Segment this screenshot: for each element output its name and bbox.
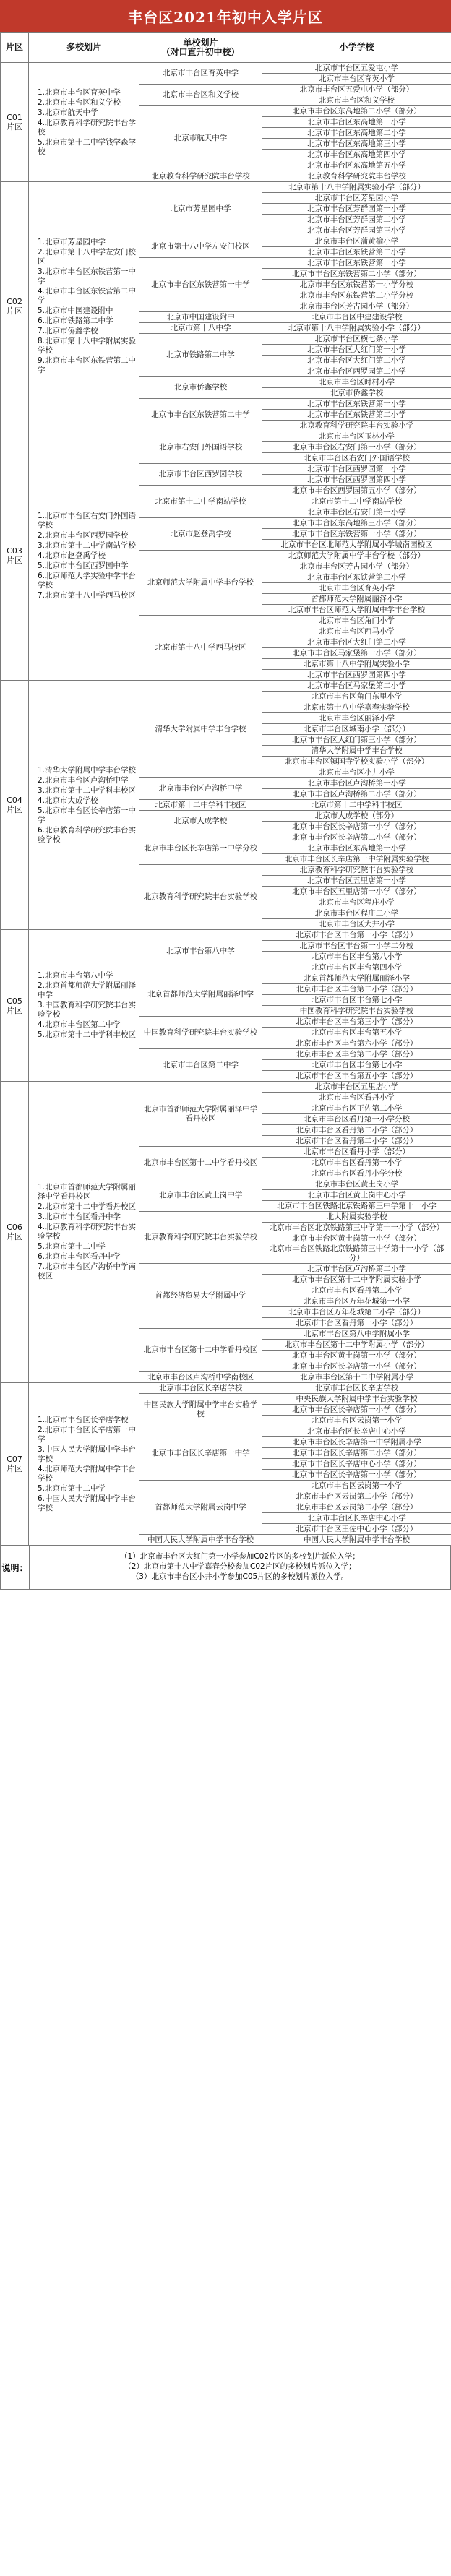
- district-cell: C01片区: [1, 63, 29, 182]
- primary-school-cell: 北京市丰台区丽泽小学: [262, 713, 451, 724]
- primary-school-cell: 北京市丰台区西罗园第四小学: [262, 670, 451, 681]
- primary-school-cell: 北京市丰台区马家堡第一小学（部分）: [262, 648, 451, 659]
- header-middle: [139, 33, 262, 63]
- primary-school-cell: 北京市丰台区万年花城第一小学: [262, 1296, 451, 1307]
- zone-school: 2.北京市丰台区卢沟桥中学: [38, 775, 129, 785]
- primary-school-cell: 北京市丰台区西罗园第二小学: [262, 366, 451, 377]
- primary-school-cell: 北京市丰台区西罗园第四小学: [262, 475, 451, 486]
- district-cell: C07片区: [1, 1383, 29, 1546]
- zone-school: 6.北京市丰台区看丹中学: [38, 1252, 121, 1261]
- primary-school-cell: 北京市丰台区东高地第二小学: [262, 128, 451, 139]
- middle-school-cell: 北京市航天中学: [139, 106, 262, 171]
- zone-school: 6.北京教育科学研究院丰台实验学校: [38, 825, 137, 844]
- primary-school-cell: 北大附属实验学校: [262, 1212, 451, 1223]
- primary-school-cell: 北京市丰台区第十二中学附属实验小学: [262, 1275, 451, 1285]
- primary-school-cell: 北京市丰台区第八中学附属小学: [262, 1329, 451, 1340]
- zone-school: 3.北京市丰台区东铁营第一中学: [38, 267, 137, 285]
- primary-school-cell: 北京市丰台区丰台第一小学（部分）: [262, 930, 451, 941]
- zone-school: 4.北京市丰台区东铁营第二中学: [38, 287, 137, 305]
- primary-school-cell: 北京市丰台区东铁营第一小学（部分）: [262, 529, 451, 540]
- primary-school-cell: 北京市第十八中学嘉春实验学校: [262, 702, 451, 713]
- primary-school-cell: 北京市丰台区看丹小学（部分）: [262, 1147, 451, 1158]
- primary-school-cell: 北京市丰台区云岗第二小学（部分）: [262, 1491, 451, 1502]
- middle-school-cell: 北京市赵登禹学校: [139, 518, 262, 551]
- zone-cell: [29, 681, 139, 930]
- primary-school-cell: 北京市丰台区铁路北京铁路第三中学第十一小学（部分）: [262, 1244, 451, 1264]
- primary-school-cell: 北京市丰台区卢沟桥第一小学: [262, 778, 451, 789]
- zone-school: 3.北京市航天中学: [38, 108, 98, 117]
- middle-school-cell: 北京教育科学研究院丰台学校: [139, 171, 262, 182]
- primary-school-cell: 北京市丰台区丰台第一小学二分校: [262, 941, 451, 952]
- primary-school-cell: 北京市丰台区大红门第二小学: [262, 637, 451, 648]
- middle-school-cell: 北京市第十八中学左安门校区: [139, 236, 262, 258]
- primary-school-cell: 北京市丰台区芳群园第三小学: [262, 225, 451, 236]
- primary-school-cell: 北京市丰台区和义学校: [262, 95, 451, 106]
- primary-school-cell: 北京市侨鑫学校: [262, 388, 451, 399]
- zone-school: 3.北京市丰台区看丹中学: [38, 1212, 121, 1221]
- zone-cell: [29, 63, 139, 182]
- primary-school-cell: 北京市丰台区程庄二小学: [262, 908, 451, 919]
- primary-school-cell: 北京市丰台区长辛店学校: [262, 1383, 451, 1394]
- primary-school-cell: 北京市丰台区育英小学: [262, 583, 451, 594]
- zone-school: 4.北京市赵登禹学校: [38, 551, 106, 560]
- middle-school-cell: 北京教育科学研究院丰台实验学校: [139, 1212, 262, 1264]
- table-row: [1, 681, 451, 692]
- primary-school-cell: 北京市丰台区育英小学: [262, 74, 451, 85]
- primary-school-cell: 北京市丰台区芳群园第一小学: [262, 204, 451, 215]
- primary-school-cell: 中国人民大学附属中学丰台学校: [262, 1535, 451, 1546]
- primary-school-cell: 北京市丰台区大井小学: [262, 919, 451, 930]
- header-district: 片区: [1, 33, 29, 63]
- zone-school: 3.中国教育科学研究院丰台实验学校: [38, 1001, 137, 1019]
- primary-school-cell: 北京首都师范大学附属丽泽小学: [262, 973, 451, 984]
- zone-school: 2.北京市丰台区西罗园学校: [38, 530, 129, 540]
- primary-school-cell: 北京市丰台区东铁营第二小学: [262, 247, 451, 258]
- middle-school-cell: 北京市第十八中学: [139, 323, 262, 334]
- primary-school-cell: 北京市丰台区丰台第八小学: [262, 952, 451, 962]
- zone-school: 2.北京市丰台区和义学校: [38, 98, 121, 107]
- primary-school-cell: 北京市丰台区卢沟桥第二小学（部分）: [262, 789, 451, 800]
- table-body: [1, 63, 451, 1546]
- primary-school-cell: 北京市丰台区黄土岗小学: [262, 1179, 451, 1190]
- zone-school: 7.北京市第十八中学西马校区: [38, 590, 137, 600]
- primary-school-cell: 北京市丰台区长辛店第一小学（部分）: [262, 1470, 451, 1481]
- primary-school-cell: 北京市丰台区长辛店第一中学附属实验学校: [262, 854, 451, 865]
- primary-school-cell: 北京市丰台区西罗园第五小学（部分）: [262, 486, 451, 496]
- zone-school: 5.北京市第十二中学科丰校区: [38, 1030, 137, 1039]
- header-middle-line1: 单校划片: [183, 37, 218, 48]
- primary-school-cell: 北京市丰台区角门东里小学: [262, 692, 451, 702]
- zone-school: 6.北京师范大学实验中学丰台学校: [38, 571, 137, 590]
- primary-school-cell: 北京市丰台区云岗第一小学: [262, 1416, 451, 1426]
- primary-school-cell: 北京市丰台区看丹小学分校: [262, 1168, 451, 1179]
- middle-school-cell: 北京市大成学校: [139, 811, 262, 832]
- primary-school-cell: 北京市丰台区东铁营第二小学: [262, 572, 451, 583]
- primary-school-cell: 北京市丰台区长辛店中心小学: [262, 1513, 451, 1524]
- primary-school-cell: 中央民族大学附属中学丰台实验学校: [262, 1394, 451, 1405]
- zone-school: 1.北京市首都师范大学附属丽泽中学看丹校区: [38, 1183, 137, 1201]
- primary-school-cell: 北京市第十八中学附属实验小学（部分）: [262, 182, 451, 193]
- note-line: （2）北京市第十八中学嘉春分校参加C02片区的多校划片派位入学；: [124, 1562, 356, 1571]
- primary-school-cell: 北京市丰台区丰台第七小学: [262, 1060, 451, 1071]
- enrollment-table: [0, 32, 451, 1546]
- zone-school: 9.北京市丰台区东铁营第二中学: [38, 356, 137, 374]
- primary-school-cell: 北京市第十八中学附属实验小学: [262, 659, 451, 670]
- middle-school-cell: 中国人民大学附属中学丰台学校: [139, 1535, 262, 1546]
- zone-school: 2.北京市丰台区长辛店第一中学: [38, 1425, 137, 1444]
- header-row: [1, 33, 451, 63]
- middle-school-cell: 北京市第十八中学西马校区: [139, 616, 262, 681]
- primary-school-cell: 北京市丰台区西马小学: [262, 626, 451, 637]
- zone-school: 2.北京市第十八中学左安门校区: [38, 248, 137, 266]
- primary-school-cell: 北京市丰台区东高地第四小学: [262, 150, 451, 160]
- table-row: [1, 63, 451, 74]
- notes-section: [0, 1546, 451, 1590]
- primary-school-cell: 首都师范大学附属丽泽小学: [262, 594, 451, 605]
- middle-school-cell: 北京市铁路第二中学: [139, 334, 262, 377]
- middle-school-cell: 北京市丰台区东铁营第一中学: [139, 258, 262, 312]
- primary-school-cell: 北京市丰台区第十二中学附属小学（部分）: [262, 1340, 451, 1351]
- primary-school-cell: 北京市丰台区东铁营第一小学分校: [262, 280, 451, 290]
- zone-cell: [29, 1082, 139, 1383]
- zone-school: 4.北京市大成学校: [38, 796, 98, 805]
- primary-school-cell: 北京市丰台区看丹第一小学分校: [262, 1114, 451, 1125]
- primary-school-cell: 北京市丰台区东高地第三小学（部分）: [262, 518, 451, 529]
- primary-school-cell: 北京市丰台区大红门第二小学: [262, 356, 451, 366]
- primary-school-cell: 北京市丰台区王佐中心小学（部分）: [262, 1524, 451, 1535]
- middle-school-cell: 北京教育科学研究院丰台实验学校: [139, 865, 262, 930]
- primary-school-cell: 北京市丰台区芳古园小学（部分）: [262, 561, 451, 572]
- primary-school-cell: 北京市丰台区东高地第三小学: [262, 139, 451, 150]
- primary-school-cell: 北京市丰台区黄土岗第一小学（部分）: [262, 1233, 451, 1244]
- primary-school-cell: 北京市丰台区城南小学（部分）: [262, 724, 451, 735]
- middle-school-cell: 北京市丰台区第十二中学看丹校区: [139, 1329, 262, 1372]
- primary-school-cell: 北京市第十二中学南站学校: [262, 496, 451, 507]
- middle-school-cell: 北京市丰台区长辛店第一中学分校: [139, 832, 262, 865]
- zone-cell: [29, 431, 139, 681]
- middle-school-cell: 北京首都师范大学附属丽泽中学: [139, 973, 262, 1017]
- table-row: [1, 431, 451, 442]
- middle-school-cell: 北京市丰台区第二中学: [139, 1049, 262, 1082]
- primary-school-cell: 北京市丰台区镇国寺学校实验小学（部分）: [262, 757, 451, 767]
- middle-school-cell: 北京市丰台区第十二中学看丹校区: [139, 1147, 262, 1179]
- note-line: （3）北京市丰台区小井小学参加C05片区的多校划片派位入学。: [131, 1572, 349, 1581]
- middle-school-cell: 清华大学附属中学丰台学校: [139, 681, 262, 778]
- district-cell: C02片区: [1, 182, 29, 431]
- middle-school-cell: 北京市丰台第八中学: [139, 930, 262, 973]
- middle-school-cell: 北京市丰台区和义学校: [139, 85, 262, 106]
- zone-school: 8.北京市第十八中学附属实验学校: [38, 337, 137, 355]
- primary-school-cell: 北京市丰台区王佐第二小学: [262, 1103, 451, 1114]
- table-row: [1, 930, 451, 941]
- primary-school-cell: 北京市丰台区东高地第二小学（部分）: [262, 106, 451, 117]
- primary-school-cell: 北京市丰台区东高地第五小学: [262, 160, 451, 171]
- district-cell: C04片区: [1, 681, 29, 930]
- zone-school: 7.北京市侨鑫学校: [38, 327, 98, 335]
- middle-school-cell: 北京市芳星园中学: [139, 182, 262, 236]
- primary-school-cell: 北京市丰台区第十二中学附属小学: [262, 1372, 451, 1383]
- primary-school-cell: 北京市丰台区看丹第二小学（部分）: [262, 1125, 451, 1136]
- zone-school: 2.北京市第十二中学看丹校区: [38, 1202, 137, 1211]
- middle-school-cell: 首都师范大学附属云岗中学: [139, 1481, 262, 1535]
- zone-school: 3.北京市第十二中学科丰校区: [38, 785, 137, 795]
- middle-school-cell: 北京市丰台区卢沟桥中学: [139, 778, 262, 800]
- primary-school-cell: 北京市丰台区云岗第二小学（部分）: [262, 1502, 451, 1513]
- primary-school-cell: 北京市丰台区五爱屯小学: [262, 63, 451, 74]
- middle-school-cell: 北京市丰台区东铁营第二中学: [139, 399, 262, 431]
- middle-school-cell: 北京市丰台区西罗园学校: [139, 464, 262, 486]
- primary-school-cell: 北京市丰台区马家堡第二小学: [262, 681, 451, 692]
- table-row: [1, 182, 451, 193]
- primary-school-cell: 北京市丰台区北师范大学附属小学城南园校区: [262, 540, 451, 551]
- zone-school: 7.北京市丰台区卢沟桥中学南校区: [38, 1262, 137, 1280]
- primary-school-cell: 北京市丰台区长辛店第一小学（部分）: [262, 1361, 451, 1372]
- primary-school-cell: 北京市丰台区丰台第二小学（部分）: [262, 1049, 451, 1060]
- primary-school-cell: 北京市丰台区云岗第一小学: [262, 1481, 451, 1491]
- middle-school-cell: 北京师范大学附属中学丰台学校: [139, 551, 262, 616]
- primary-school-cell: 北京市丰台区芳古园小学（部分）: [262, 301, 451, 312]
- primary-school-cell: 北京市丰台区蒲黄榆小学: [262, 236, 451, 247]
- primary-school-cell: 北京市丰台区北京铁路第三中学第十一小学（部分）: [262, 1223, 451, 1233]
- zone-school: 5.北京市中国建设附中: [38, 306, 113, 315]
- primary-school-cell: 北京市丰台区长辛店第一小学（部分）: [262, 822, 451, 832]
- middle-school-cell: 北京市丰台区长辛店第一中学: [139, 1426, 262, 1481]
- primary-school-cell: 北京市丰台区角门小学: [262, 616, 451, 626]
- zone-school: 4.北京教育科学研究院丰台实验学校: [38, 1223, 137, 1241]
- zone-school: 5.北京市丰台区长辛店第一中学: [38, 806, 137, 824]
- zone-school: 5.北京市第十二中学钱学森学校: [38, 137, 137, 156]
- primary-school-cell: 北京市丰台区黄土岗第一小学（部分）: [262, 1351, 451, 1361]
- header-middle-line2: （对口直升初中校）: [161, 46, 240, 57]
- primary-school-cell: 北京市丰台区丰台第三小学（部分）: [262, 1017, 451, 1028]
- zone-cell: [29, 930, 139, 1082]
- primary-school-cell: 北京市丰台区东高地第一小学: [262, 117, 451, 128]
- primary-school-cell: 北京市丰台区大红门第三小学（部分）: [262, 735, 451, 746]
- primary-school-cell: 北京市丰台区五里店小学: [262, 1082, 451, 1093]
- primary-school-cell: 北京市丰台区丰台第七小学: [262, 995, 451, 1006]
- primary-school-cell: 北京市丰台区丰台第五小学（部分）: [262, 1071, 451, 1082]
- primary-school-cell: 北京市丰台区中建建设学校: [262, 312, 451, 323]
- zone-school: 6.中国人民大学附属中学丰台学校: [38, 1494, 137, 1512]
- notes-label: 说明：: [1, 1546, 30, 1589]
- primary-school-cell: 北京市第十二中学科丰校区: [262, 800, 451, 811]
- table-row: [1, 1082, 451, 1093]
- primary-school-cell: 北京教育科学研究院丰台学校: [262, 171, 451, 182]
- primary-school-cell: 北京市丰台区长辛店第一小学（部分）: [262, 1405, 451, 1416]
- header-primary: 小学学校: [262, 33, 451, 63]
- middle-school-cell: 中国教育科学研究院丰台实验学校: [139, 1017, 262, 1049]
- primary-school-cell: 北京市丰台区东铁营第二小学: [262, 410, 451, 421]
- middle-school-cell: 北京市第十二中学南站学校: [139, 486, 262, 518]
- table-row: [1, 1383, 451, 1394]
- zone-school: 6.北京市铁路第二中学: [38, 316, 113, 325]
- primary-school-cell: 北京市丰台区时村小学: [262, 377, 451, 388]
- zone-school: 2.北京首都师范大学附属丽泽中学: [38, 981, 137, 999]
- primary-school-cell: 北京市丰台区长辛店第二小学（部分）: [262, 1448, 451, 1459]
- zone-school: 4.北京市丰台区第二中学: [38, 1020, 121, 1029]
- primary-school-cell: 北京市丰台区玉林小学: [262, 431, 451, 442]
- primary-school-cell: 北京市大成学校（部分）: [262, 811, 451, 822]
- note-line: （1）北京市丰台区大红门第一小学参加C02片区的多校划片派位入学；: [120, 1552, 360, 1561]
- district-cell: C06片区: [1, 1082, 29, 1383]
- primary-school-cell: 北京市丰台区五里店第一小学（部分）: [262, 887, 451, 897]
- primary-school-cell: 北京市丰台区程庄小学: [262, 897, 451, 908]
- zone-cell: [29, 1383, 139, 1546]
- middle-school-cell: 北京市第十二中学科丰校区: [139, 800, 262, 811]
- primary-school-cell: 北京市丰台区丰台第五小学: [262, 1028, 451, 1038]
- zone-school: 5.北京市丰台区西罗园中学: [38, 561, 129, 570]
- zone-school: 5.北京市第十二中学: [38, 1483, 106, 1493]
- primary-school-cell: 北京市丰台区右安门第一小学（部分）: [262, 442, 451, 453]
- primary-school-cell: 北京市丰台区大红门第一小学: [262, 345, 451, 356]
- primary-school-cell: 北京市丰台区小井小学: [262, 767, 451, 778]
- middle-school-cell: 北京市右安门外国语学校: [139, 431, 262, 464]
- primary-school-cell: 北京市丰台区长辛店中心小学（部分）: [262, 1459, 451, 1470]
- middle-school-cell: 首都经济贸易大学附属中学: [139, 1264, 262, 1329]
- primary-school-cell: 北京市丰台区看丹第二小学: [262, 1285, 451, 1296]
- primary-school-cell: 北京市丰台区西罗园第一小学: [262, 464, 451, 475]
- primary-school-cell: 北京市丰台区卢沟桥第二小学: [262, 1264, 451, 1275]
- primary-school-cell: 北京市丰台区看丹第二小学（部分）: [262, 1136, 451, 1147]
- zone-school: 3.北京市第十二中学南站学校: [38, 540, 137, 550]
- zone-school: 4.北京教育科学研究院丰台学校: [38, 118, 137, 137]
- primary-school-cell: 北京市丰台区芳星园小学: [262, 193, 451, 204]
- primary-school-cell: 北京市丰台区长辛店第一中学附属小学: [262, 1437, 451, 1448]
- middle-school-cell: 北京市中国建设附中: [139, 312, 262, 323]
- primary-school-cell: 北京市丰台区五里店第一小学: [262, 876, 451, 887]
- primary-school-cell: 北京市丰台区东铁营第一小学: [262, 258, 451, 269]
- zone-cell: [29, 182, 139, 431]
- middle-school-cell: 北京市侨鑫学校: [139, 377, 262, 399]
- primary-school-cell: 北京市丰台区看丹第一小学: [262, 1158, 451, 1168]
- primary-school-cell: 北京市丰台区丰台第四小学: [262, 962, 451, 973]
- primary-school-cell: 北京教育科学研究院丰台实验小学: [262, 421, 451, 431]
- primary-school-cell: 北京市丰台区右安门外国语学校: [262, 453, 451, 464]
- primary-school-cell: 北京市丰台区看丹第一小学（部分）: [262, 1318, 451, 1329]
- primary-school-cell: 北京市丰台区长辛店中心小学: [262, 1426, 451, 1437]
- primary-school-cell: 北京市丰台区万年花城第二小学（部分）: [262, 1307, 451, 1318]
- zone-school: 1.北京市丰台区育英中学: [38, 87, 121, 97]
- header-zone: 多校划片: [29, 33, 139, 63]
- primary-school-cell: 北京市丰台区东铁营第二小学（部分）: [262, 269, 451, 280]
- primary-school-cell: 北京市丰台区东铁营第一小学: [262, 399, 451, 410]
- primary-school-cell: 北京教育科学研究院丰台实验学校: [262, 865, 451, 876]
- zone-school: 1.北京市丰台区长辛店学校: [38, 1415, 129, 1424]
- primary-school-cell: 北京市丰台区铁路北京铁路第三中学第十一小学: [262, 1201, 451, 1212]
- primary-school-cell: 北京市丰台区丰台第六小学（部分）: [262, 1038, 451, 1049]
- district-cell: C05片区: [1, 930, 29, 1082]
- zone-school: 1.北京市丰台区右安门外国语学校: [38, 511, 137, 530]
- page-title: 丰台区2021年初中入学片区: [0, 0, 451, 32]
- zone-school: 1.清华大学附属中学丰台学校: [38, 765, 137, 775]
- primary-school-cell: 北京师范大学附属中学丰台学校（部分）: [262, 551, 451, 561]
- zone-school: 1.北京市芳星园中学: [38, 238, 106, 246]
- primary-school-cell: 中国教育科学研究院丰台实验学校: [262, 1006, 451, 1017]
- zone-school: 4.北京师范大学附属中学丰台学校: [38, 1464, 137, 1483]
- middle-school-cell: 北京市丰台区育英中学: [139, 63, 262, 85]
- middle-school-cell: 中国民族大学附属中学丰台实验学校: [139, 1394, 262, 1426]
- middle-school-cell: 北京市丰台区卢沟桥中学南校区: [139, 1372, 262, 1383]
- primary-school-cell: 清华大学附属中学丰台学校: [262, 746, 451, 757]
- zone-school: 1.北京市丰台第八中学: [38, 971, 113, 980]
- primary-school-cell: 北京市丰台区东高地第一小学: [262, 843, 451, 854]
- middle-school-cell: 北京市丰台区长辛店学校: [139, 1383, 262, 1394]
- primary-school-cell: 北京市第十八中学附属实验小学（部分）: [262, 323, 451, 334]
- district-cell: C03片区: [1, 431, 29, 681]
- primary-school-cell: 北京市丰台区长辛店第二小学（部分）: [262, 832, 451, 843]
- primary-school-cell: 北京市丰台区横七条小学: [262, 334, 451, 345]
- middle-school-cell: 北京市丰台区黄土岗中学: [139, 1179, 262, 1212]
- zone-school: 3.中国人民大学附属中学丰台学校: [38, 1444, 137, 1463]
- primary-school-cell: 北京市丰台区芳群园第二小学: [262, 215, 451, 225]
- primary-school-cell: 北京市丰台区师范大学附属中学丰台学校: [262, 605, 451, 616]
- primary-school-cell: 北京市丰台区右安门第一小学: [262, 507, 451, 518]
- zone-school: 5.北京市第十二中学: [38, 1242, 106, 1251]
- primary-school-cell: 北京市丰台区东铁营第二小学分校: [262, 290, 451, 301]
- primary-school-cell: 北京市丰台区黄土岗中心小学: [262, 1190, 451, 1201]
- notes-body: [30, 1546, 450, 1589]
- primary-school-cell: 北京市丰台区看丹小学: [262, 1093, 451, 1103]
- middle-school-cell: 北京市首都师范大学附属丽泽中学看丹校区: [139, 1082, 262, 1147]
- primary-school-cell: 北京市丰台区丰台第二小学（部分）: [262, 984, 451, 995]
- primary-school-cell: 北京市丰台区五爱屯小学（部分）: [262, 85, 451, 95]
